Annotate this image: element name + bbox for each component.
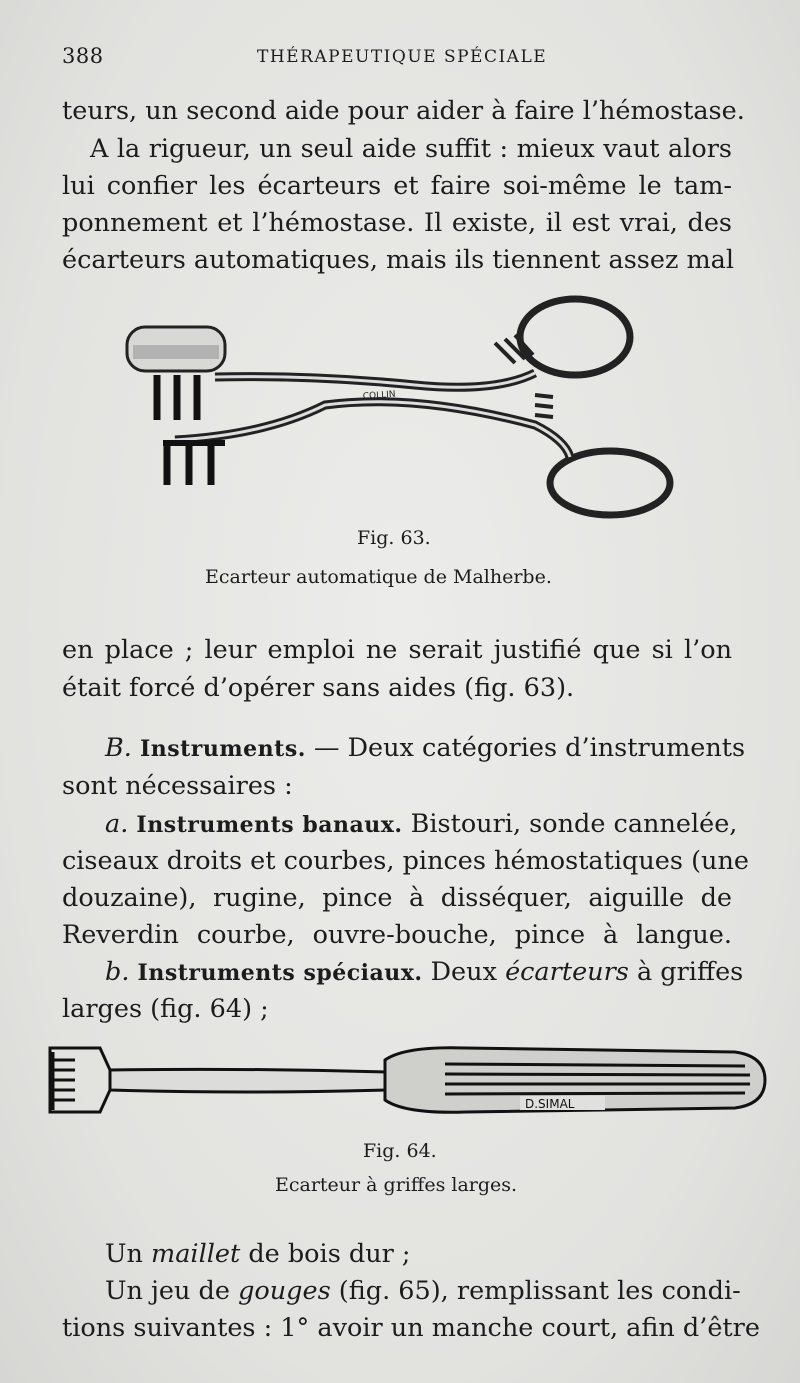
text-line: en place ; leur emploi ne serait justifié que si l’on — [62, 635, 732, 665]
text-line — [105, 1273, 741, 1309]
section-letter: B. — [105, 733, 132, 763]
text-line: teurs, un second aide pour aider à faire l’hémostase. — [62, 96, 745, 126]
text-span: (fig. 65), remplissant les condi- — [330, 1276, 741, 1306]
text-line: lui confier les écarteurs et faire soi-même le tam- — [62, 171, 732, 201]
item-heading: Instruments banaux. — [136, 812, 403, 838]
italic-word: maillet — [151, 1239, 241, 1269]
text-line: ponnement et l’hémostase. Il existe, il est vrai, des — [62, 208, 732, 238]
italic-word: écarteurs — [505, 957, 629, 987]
text-span: Un jeu de — [105, 1276, 239, 1306]
figure-64-label: Fig. 64. — [363, 1140, 437, 1162]
figure-63-caption: Ecarteur automatique de Malherbe. — [205, 566, 552, 588]
text-line: douzaine), rugine, pince à disséquer, aiguille de — [62, 883, 732, 913]
item-a-heading-line — [105, 806, 738, 843]
item-heading-rest: à griffes — [628, 957, 744, 987]
item-letter: b. — [105, 957, 130, 987]
item-b-heading-line — [105, 954, 744, 991]
engraving-mark: COLLIN — [362, 389, 396, 402]
text-line: larges (fig. 64) ; — [62, 994, 269, 1024]
item-heading: Instruments spéciaux. — [137, 960, 423, 986]
figure-63-retractor-illustration — [115, 285, 695, 535]
item-heading-rest: Deux — [422, 957, 506, 987]
text-line: ciseaux droits et courbes, pinces hémostatiques (une — [62, 846, 749, 876]
section-heading-rest: — Deux catégories d’instruments — [305, 733, 746, 763]
text-span: de bois dur ; — [240, 1239, 411, 1269]
text-span: Un — [105, 1239, 152, 1269]
maker-mark: D.SIMAL — [525, 1097, 575, 1111]
figure-64-caption: Ecarteur à griffes larges. — [275, 1174, 518, 1196]
running-title: THÉRAPEUTIQUE SPÉCIALE — [257, 47, 548, 67]
italic-word: gouges — [238, 1276, 331, 1306]
text-line: était forcé d’opérer sans aides (fig. 63). — [62, 673, 575, 703]
page-header — [62, 44, 742, 74]
figure-64-retractor-illustration — [45, 1040, 770, 1130]
text-line: A la rigueur, un seul aide suffit : mieux vaut alors — [90, 134, 732, 164]
text-line: Reverdin courbe, ouvre-bouche, pince à langue. — [62, 920, 732, 950]
figure-63-label: Fig. 63. — [357, 527, 431, 549]
text-line: sont nécessaires : — [62, 771, 293, 801]
item-heading-rest: Bistouri, sonde cannelée, — [402, 809, 738, 839]
text-line: tions suivantes : 1° avoir un manche court, afin d’être — [62, 1313, 760, 1343]
section-heading: Instruments. — [139, 736, 306, 762]
item-letter: a. — [105, 809, 129, 839]
text-line — [105, 1236, 732, 1272]
page-number: 388 — [62, 44, 104, 68]
section-b-heading-line — [105, 730, 746, 767]
text-line: écarteurs automatiques, mais ils tiennent assez mal — [62, 245, 735, 275]
